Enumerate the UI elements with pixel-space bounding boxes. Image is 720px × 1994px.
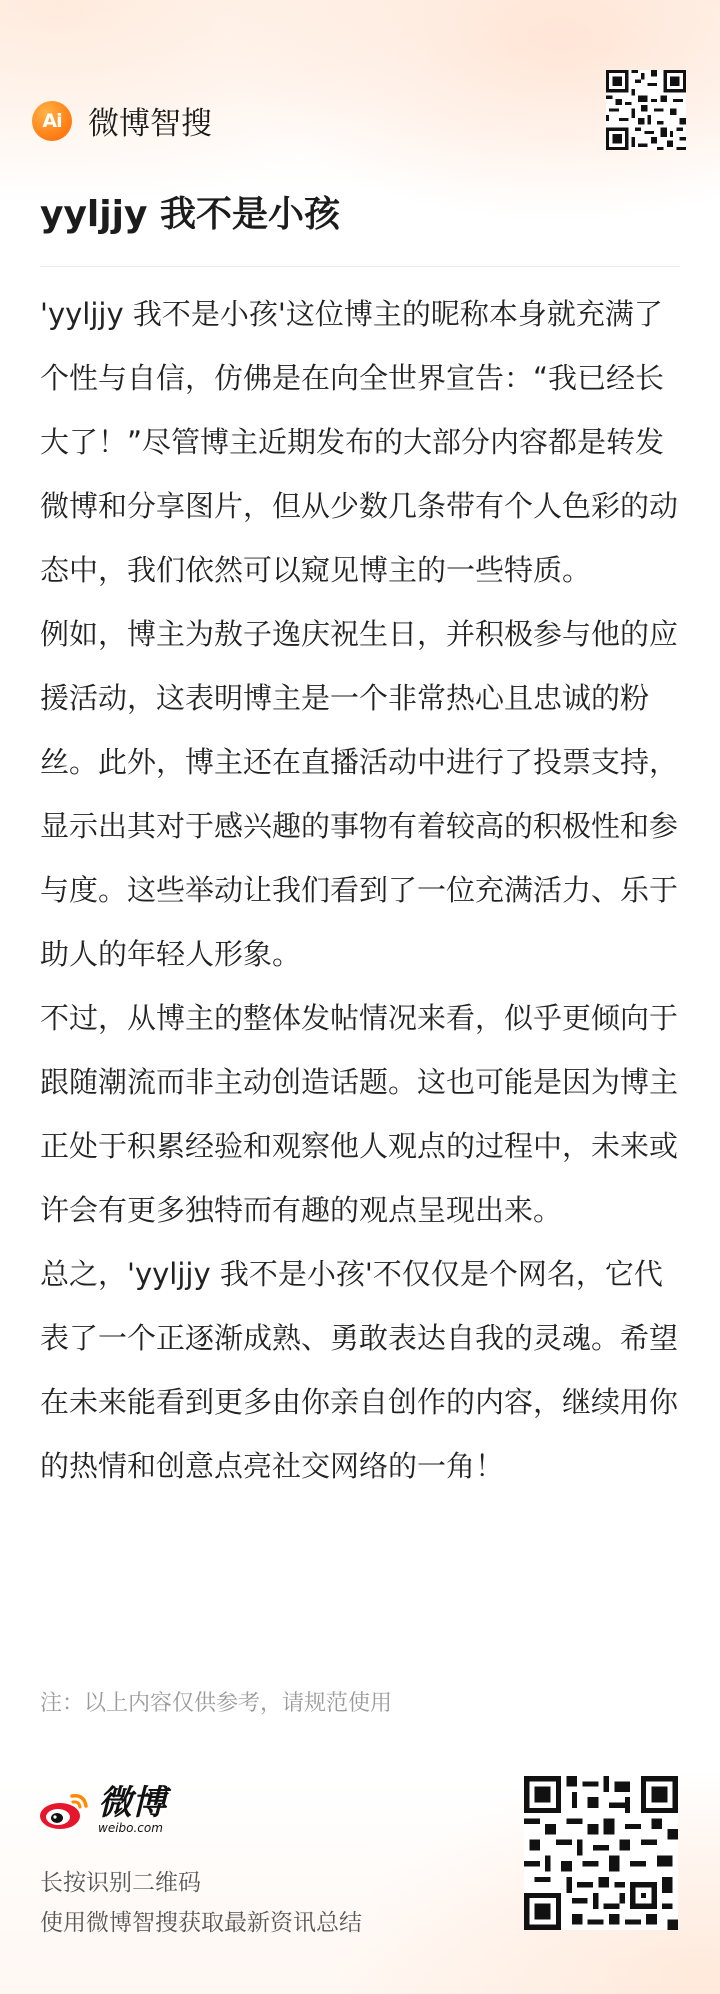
summary-paragraph: 例如，博主为敖子逸庆祝生日，并积极参与他的应援活动，这表明博主是一个非常热心且忠诚的粉丝。此外，博主还在直播活动中进行了投票支持，显示出其对于感兴趣的事物有着较高的积极性和参与度。这些举动让我们看到了一位充满活力、乐于助人的年轻人形象。 <box>40 617 679 971</box>
brand-title: 微博智搜 <box>88 106 212 142</box>
disclaimer-note: 注：以上内容仅供参考，请规范使用 <box>40 1691 393 1716</box>
header <box>32 98 212 143</box>
footer-subhint: 使用微博智搜获取最新资讯总结 <box>40 1910 362 1936</box>
ai-logo-icon <box>32 101 72 141</box>
summary-paragraph: 总之，'yyljjy 我不是小孩'不仅仅是个网名，它代表了一个正逐渐成熟、勇敢表达自我的灵魂。希望在未来能看到更多由你亲自创作的内容，继续用你的热情和创意点亮社交网络的一角！ <box>40 1257 679 1483</box>
summary-paragraph: 'yyljjy 我不是小孩'这位博主的昵称本身就充满了个性与自信，仿佛是在向全世界宣告：“我已经长大了！”尽管博主近期发布的大部分内容都是转发微博和分享图片，但从少数几条带有个人色彩的动态中，我们依然可以窥见博主的一些特质。 <box>40 297 679 587</box>
summary-paragraph: 不过，从博主的整体发帖情况来看，似乎更倾向于跟随潮流而非主动创造话题。这也可能是因为博主正处于积累经验和观察他人观点的过程中，未来或许会有更多独特而有趣的观点呈现出来。 <box>40 1001 679 1227</box>
ai-badge-label: Ai <box>42 109 62 132</box>
weibo-logo-text: 微博 <box>98 1783 166 1823</box>
qr-code-icon[interactable] <box>606 70 686 150</box>
weibo-logo <box>38 1783 166 1835</box>
page-title: yyljjy 我不是小孩 <box>40 194 340 235</box>
qr-code-icon[interactable] <box>524 1776 678 1930</box>
weibo-eye-logo-icon <box>38 1788 92 1832</box>
summary-body <box>40 282 685 1498</box>
footer-hint: 长按识别二维码 <box>40 1870 201 1896</box>
divider <box>40 266 680 267</box>
weibo-logo-domain: weibo.com <box>98 1821 163 1835</box>
